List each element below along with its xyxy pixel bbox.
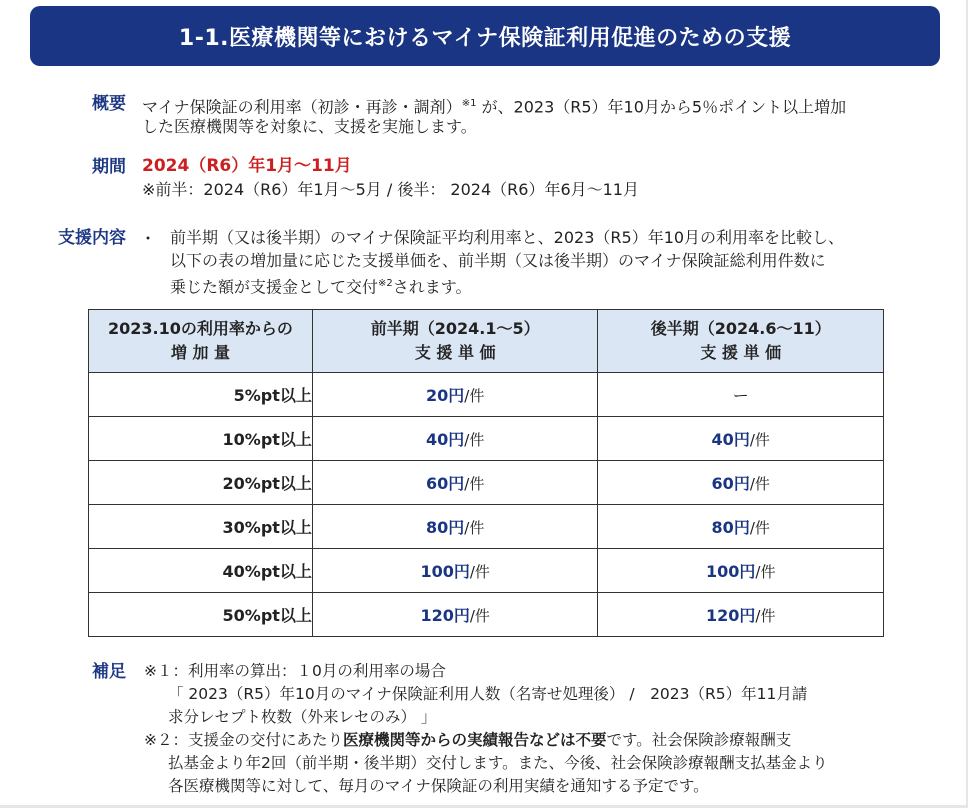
note2-text-b: です。社会保険診療報酬支	[606, 731, 792, 749]
table-header-row	[89, 310, 884, 373]
header-second-half-l1: 後半期（2024.6～11）	[650, 319, 831, 338]
price-amount: 40円	[711, 430, 750, 449]
second-half-price	[598, 505, 884, 549]
price-unit: /件	[749, 475, 770, 493]
note2-line3: 各医療機関等に対して、毎月のマイナ保険証の利用実績を通知する予定です。	[168, 777, 709, 795]
header-second-half	[598, 310, 884, 373]
price-amount: 60円	[711, 474, 750, 493]
second-half-price	[598, 549, 884, 593]
support-text-a: 乗じた額が支援金として交付	[170, 277, 379, 297]
first-half-price	[312, 373, 598, 417]
table-row	[89, 373, 884, 417]
dash: ー	[732, 386, 749, 405]
price-unit: /件	[464, 475, 485, 493]
page-title: 1-1.医療機関等におけるマイナ保険証利用促進のための支援	[30, 6, 940, 66]
table-row	[89, 417, 884, 461]
price-amount: 120円	[420, 606, 470, 625]
header-increase-l1: 2023.10の利用率からの	[108, 319, 293, 338]
table-row	[89, 505, 884, 549]
price-amount: 80円	[426, 518, 465, 537]
price-amount: 20円	[426, 386, 465, 405]
note2-emphasis: 医療機関等からの実績報告などは不要	[343, 731, 607, 749]
price-unit: /件	[755, 607, 776, 625]
support-text-b: されます。	[392, 277, 472, 297]
note1-line3: 求分レセプト枚数（外来レセのみ） 」	[168, 708, 437, 726]
first-half-price	[312, 549, 598, 593]
second-half-price	[598, 373, 884, 417]
period-main: 2024（R6）年1月～11月	[142, 156, 352, 176]
header-increase	[89, 310, 313, 373]
first-half-price	[312, 505, 598, 549]
overview-footnote-ref: ※1	[461, 98, 477, 109]
rate-cell: 10%pt以上	[89, 417, 313, 461]
rate-cell: 50%pt以上	[89, 593, 313, 637]
support-line2: 以下の表の増加量に応じた支援単価を、前半期（又は後半期）のマイナ保険証総利用件数に	[170, 251, 826, 270]
note2-text-a: ※２：支援金の交付にあたり	[144, 731, 343, 749]
header-first-half	[312, 310, 598, 373]
overview-line2: した医療機関等を対象に、支援を実施します。	[142, 117, 477, 136]
overview-text-a: マイナ保険証の利用率（初診・再診・調剤）	[142, 97, 462, 117]
header-second-half-l2: 支 援 単 価	[700, 343, 782, 362]
price-unit: /件	[749, 519, 770, 537]
note1-line1: ※１：利用率の算出：１0月の利用率の場合	[144, 662, 446, 680]
price-amount: 60円	[426, 474, 465, 493]
price-unit: /件	[755, 563, 776, 581]
header-increase-l2: 増 加 量	[170, 343, 231, 362]
price-amount: 120円	[705, 606, 756, 625]
header-first-half-l2: 支 援 単 価	[414, 343, 496, 362]
header-first-half-l1: 前半期（2024.1～5）	[370, 319, 540, 338]
support-footnote-ref: ※2	[378, 278, 393, 289]
note2-line1	[144, 729, 944, 751]
second-half-price	[598, 593, 884, 637]
first-half-price	[312, 461, 598, 505]
support-line3	[170, 272, 472, 298]
overview-text-b: が、2023（R5）年10月から5％ポイント以上増加	[476, 97, 847, 117]
table-row	[89, 549, 884, 593]
price-amount: 100円	[705, 562, 756, 581]
price-unit: /件	[469, 607, 490, 625]
price-unit: /件	[464, 431, 485, 449]
rate-cell: 30%pt以上	[89, 505, 313, 549]
rate-cell: 20%pt以上	[89, 461, 313, 505]
price-amount: 80円	[711, 518, 750, 537]
support-bullet: ・	[140, 229, 157, 248]
period-label: 期間	[92, 157, 126, 177]
table-row	[89, 593, 884, 637]
second-half-price	[598, 461, 884, 505]
price-unit: /件	[464, 519, 485, 537]
first-half-price	[312, 417, 598, 461]
rate-cell: 5%pt以上	[89, 373, 313, 417]
price-amount: 100円	[420, 562, 470, 581]
support-line1: 前半期（又は後半期）のマイナ保険証平均利用率と、2023（R5）年10月の利用率を比較し、	[170, 228, 845, 247]
price-unit: /件	[469, 563, 490, 581]
note1-line2: 「 2023（R5）年10月のマイナ保険証利用人数（名寄せ処理後） / 2023（R5）年11月請	[168, 685, 808, 703]
support-label: 支援内容	[58, 228, 126, 248]
price-unit: /件	[749, 431, 770, 449]
note2-line2: 払基金より年2回（前半期・後半期）交付します。また、今後、社会保険診療報酬支払基金より	[168, 754, 828, 772]
support-rate-table	[88, 309, 884, 637]
overview-label: 概要	[92, 94, 126, 114]
supplement-label: 補足	[92, 662, 126, 682]
table-row	[89, 461, 884, 505]
rate-cell: 40%pt以上	[89, 549, 313, 593]
first-half-price	[312, 593, 598, 637]
second-half-price	[598, 417, 884, 461]
price-amount: 40円	[426, 430, 465, 449]
price-unit: /件	[464, 387, 485, 405]
period-sub: ※前半：2024（R6）年1月～5月 / 後半： 2024（R6）年6月～11月	[142, 180, 639, 199]
